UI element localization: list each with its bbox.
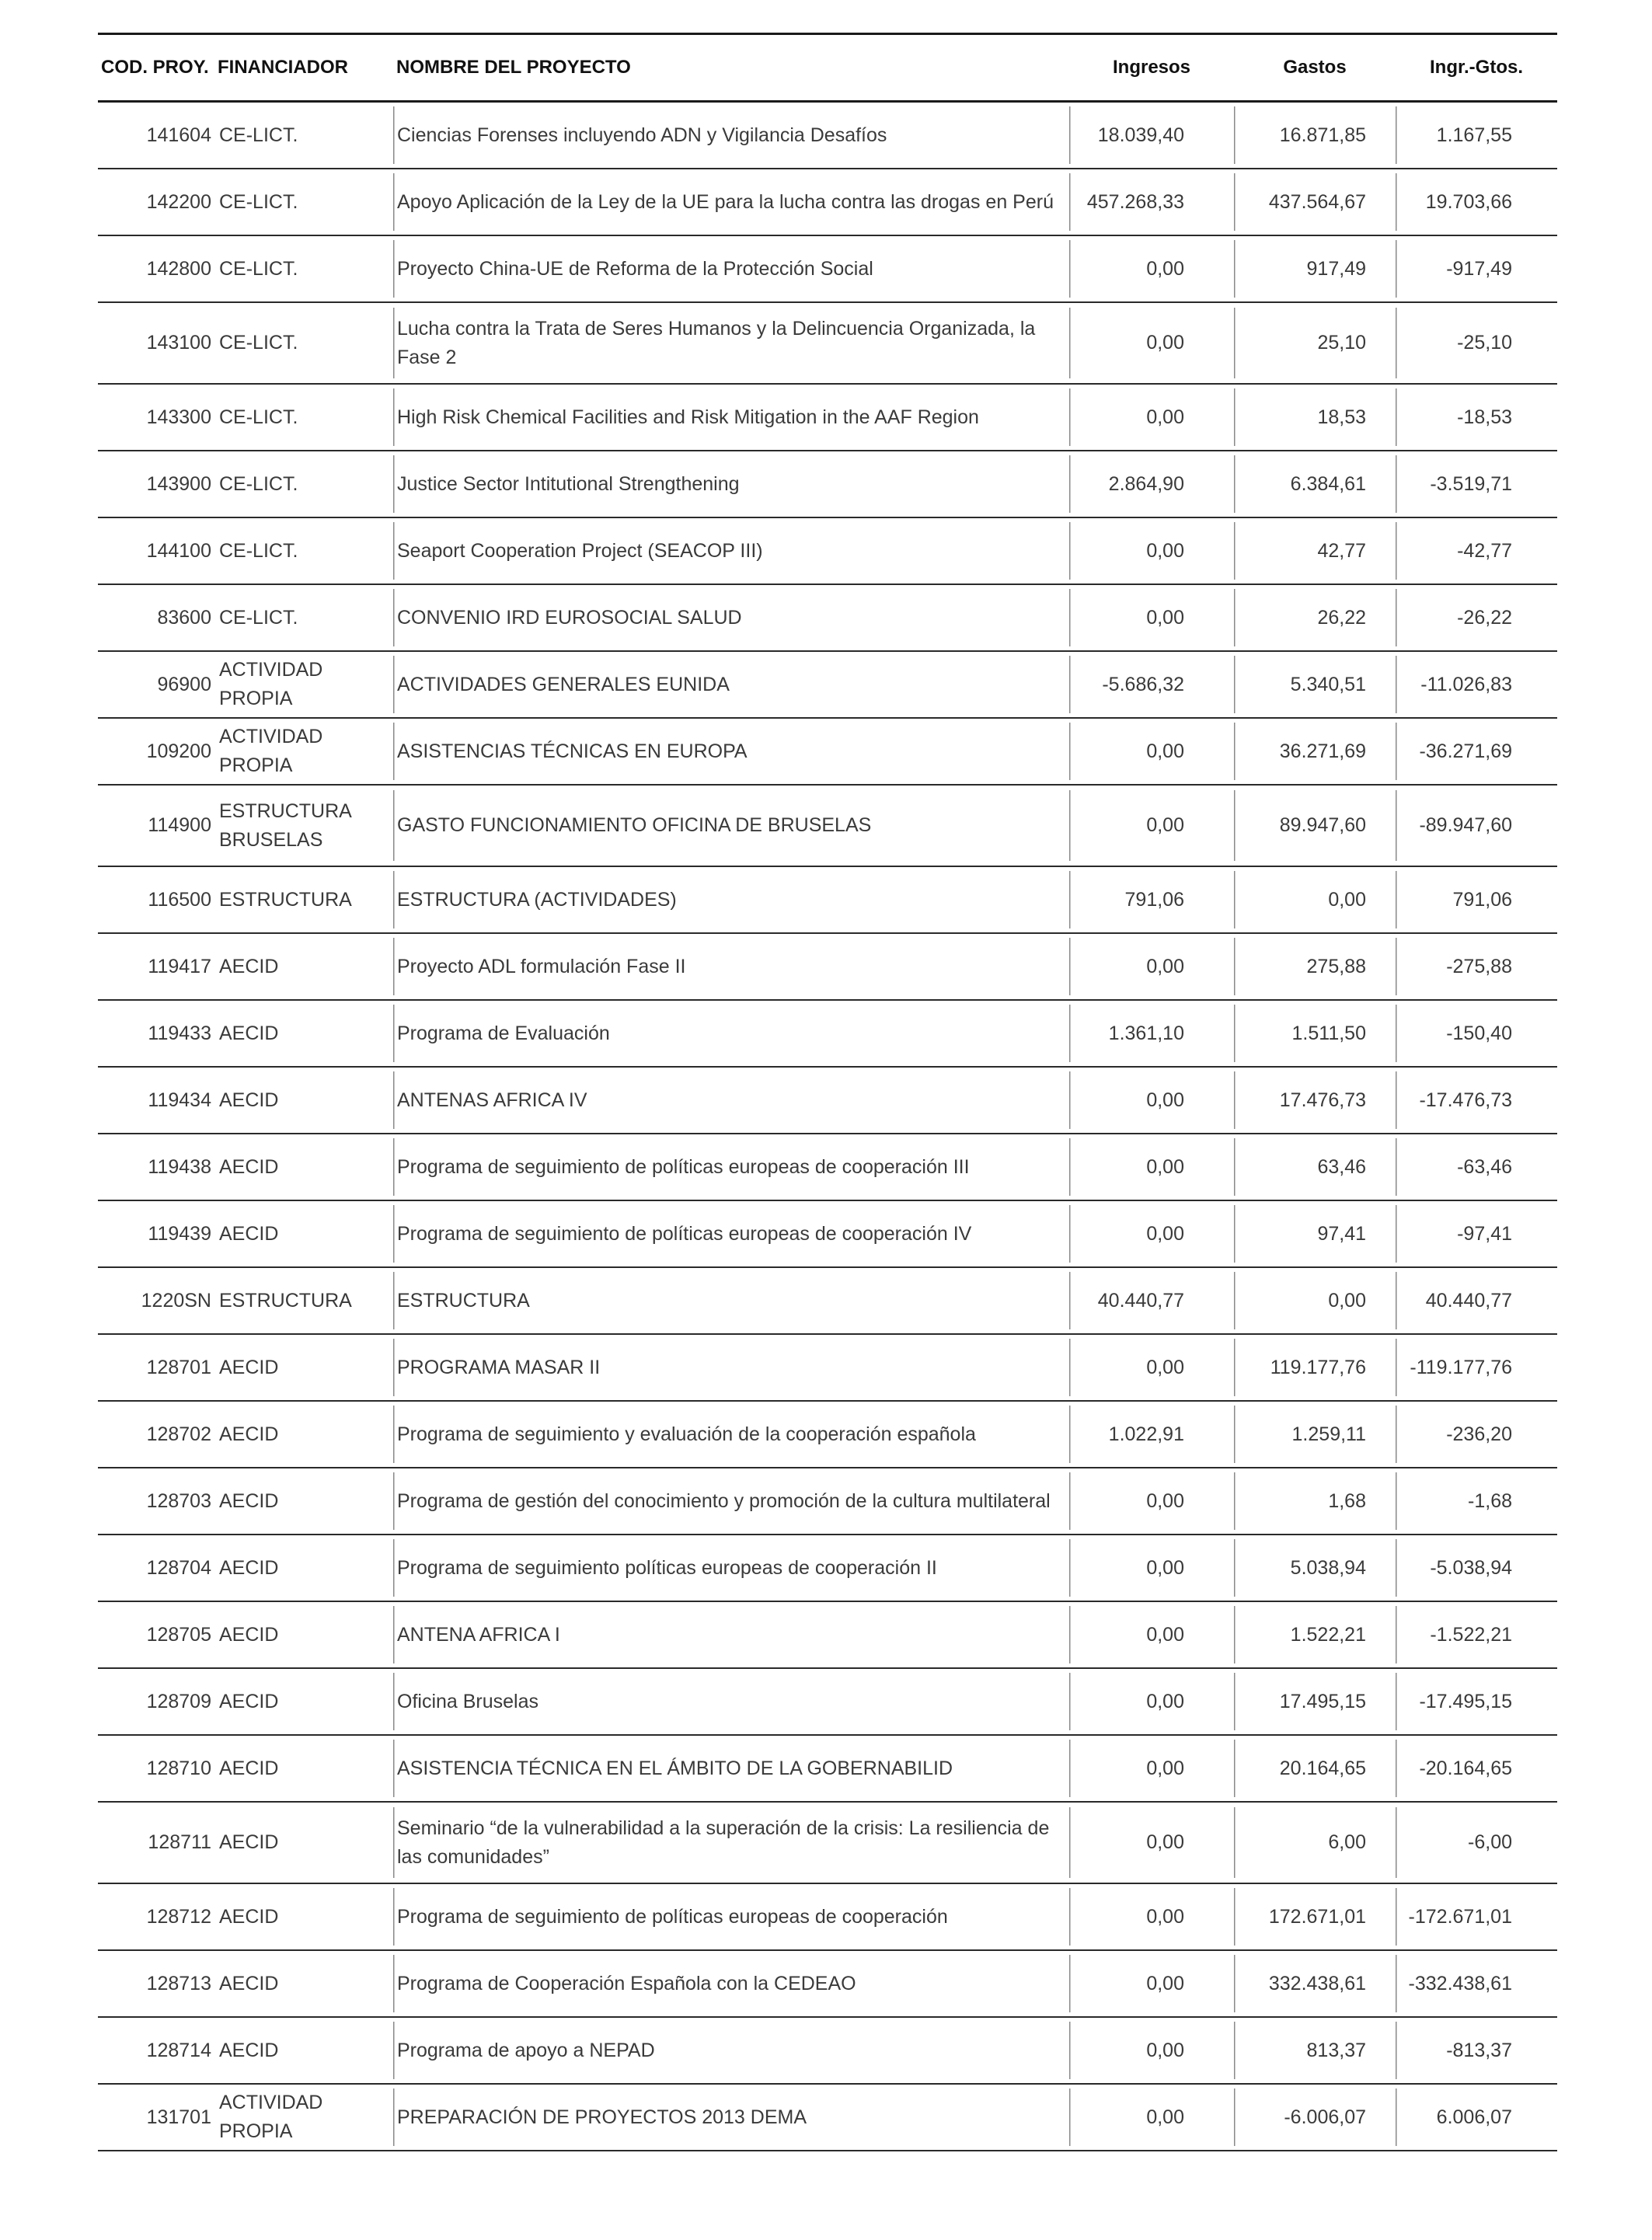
cell-funder: AECID: [214, 1134, 393, 1200]
cell-expenses: 16.871,85: [1234, 102, 1396, 169]
cell-code: 128712: [98, 1883, 214, 1950]
cell-project-name: Programa de seguimiento de políticas europeas de cooperación IV: [393, 1200, 1069, 1267]
cell-difference: 1.167,55: [1396, 102, 1557, 169]
cell-income: 0,00: [1069, 2017, 1234, 2084]
cell-difference: -63,46: [1396, 1134, 1557, 1200]
cell-project-name: PROGRAMA MASAR II: [393, 1334, 1069, 1401]
cell-expenses: 17.476,73: [1234, 1067, 1396, 1134]
cell-funder: CE-LICT.: [214, 102, 393, 169]
cell-expenses: 63,46: [1234, 1134, 1396, 1200]
cell-funder: AECID: [214, 1334, 393, 1401]
project-table-container: [98, 33, 1557, 2151]
cell-income: 0,00: [1069, 1950, 1234, 2017]
cell-funder: AECID: [214, 1735, 393, 1802]
cell-income: 0,00: [1069, 1334, 1234, 1401]
cell-income: 1.361,10: [1069, 1000, 1234, 1067]
cell-code: 128711: [98, 1802, 214, 1883]
cell-funder: CE-LICT.: [214, 451, 393, 517]
cell-difference: -17.476,73: [1396, 1067, 1557, 1134]
cell-income: 0,00: [1069, 785, 1234, 866]
cell-project-name: Programa de gestión del conocimiento y promoción de la cultura multilateral: [393, 1468, 1069, 1535]
cell-project-name: PREPARACIÓN DE PROYECTOS 2013 DEMA: [393, 2084, 1069, 2151]
cell-difference: -89.947,60: [1396, 785, 1557, 866]
cell-difference: -813,37: [1396, 2017, 1557, 2084]
cell-project-name: Programa de apoyo a NEPAD: [393, 2017, 1069, 2084]
cell-code: 96900: [98, 651, 214, 718]
cell-income: 0,00: [1069, 517, 1234, 584]
table-row: [98, 1883, 1557, 1950]
table-row: [98, 2084, 1557, 2151]
header-code: COD. PROY.: [98, 34, 214, 102]
cell-expenses: 1.259,11: [1234, 1401, 1396, 1468]
cell-project-name: GASTO FUNCIONAMIENTO OFICINA DE BRUSELAS: [393, 785, 1069, 866]
cell-income: 0,00: [1069, 235, 1234, 302]
cell-code: 119417: [98, 933, 214, 1000]
cell-funder: AECID: [214, 2017, 393, 2084]
cell-funder: AECID: [214, 1668, 393, 1735]
table-row: [98, 235, 1557, 302]
cell-income: 0,00: [1069, 1883, 1234, 1950]
cell-difference: -172.671,01: [1396, 1883, 1557, 1950]
cell-funder: AECID: [214, 1067, 393, 1134]
table-row: [98, 1334, 1557, 1401]
cell-project-name: Apoyo Aplicación de la Ley de la UE para la lucha contra las drogas en Perú: [393, 169, 1069, 235]
cell-funder: AECID: [214, 1601, 393, 1668]
cell-difference: -917,49: [1396, 235, 1557, 302]
cell-difference: -17.495,15: [1396, 1668, 1557, 1735]
cell-difference: -236,20: [1396, 1401, 1557, 1468]
cell-funder: AECID: [214, 1802, 393, 1883]
cell-difference: -1,68: [1396, 1468, 1557, 1535]
table-row: [98, 584, 1557, 651]
cell-funder: ESTRUCTURA: [214, 866, 393, 933]
cell-income: 2.864,90: [1069, 451, 1234, 517]
cell-project-name: Ciencias Forenses incluyendo ADN y Vigilancia Desafíos: [393, 102, 1069, 169]
cell-project-name: Oficina Bruselas: [393, 1668, 1069, 1735]
cell-difference: -18,53: [1396, 384, 1557, 451]
cell-project-name: ESTRUCTURA (ACTIVIDADES): [393, 866, 1069, 933]
cell-expenses: 813,37: [1234, 2017, 1396, 2084]
cell-expenses: 36.271,69: [1234, 718, 1396, 785]
header-row: [98, 34, 1557, 102]
cell-income: 0,00: [1069, 384, 1234, 451]
cell-difference: -275,88: [1396, 933, 1557, 1000]
cell-difference: 40.440,77: [1396, 1267, 1557, 1334]
cell-code: 131701: [98, 2084, 214, 2151]
cell-expenses: 437.564,67: [1234, 169, 1396, 235]
cell-funder: AECID: [214, 1200, 393, 1267]
cell-difference: -119.177,76: [1396, 1334, 1557, 1401]
cell-expenses: 119.177,76: [1234, 1334, 1396, 1401]
cell-project-name: ANTENA AFRICA I: [393, 1601, 1069, 1668]
table-row: [98, 517, 1557, 584]
table-row: [98, 718, 1557, 785]
cell-code: 114900: [98, 785, 214, 866]
cell-expenses: 1.511,50: [1234, 1000, 1396, 1067]
cell-code: 128714: [98, 2017, 214, 2084]
cell-difference: 6.006,07: [1396, 2084, 1557, 2151]
cell-project-name: Programa de seguimiento y evaluación de la cooperación española: [393, 1401, 1069, 1468]
table-row: [98, 1601, 1557, 1668]
cell-project-name: Lucha contra la Trata de Seres Humanos y la Delincuencia Organizada, la Fase 2: [393, 302, 1069, 384]
table-row: [98, 302, 1557, 384]
table-row: [98, 1067, 1557, 1134]
cell-code: 142200: [98, 169, 214, 235]
cell-income: 0,00: [1069, 1468, 1234, 1535]
cell-funder: ESTRUCTURA: [214, 1267, 393, 1334]
cell-income: 0,00: [1069, 933, 1234, 1000]
cell-income: 457.268,33: [1069, 169, 1234, 235]
cell-income: 791,06: [1069, 866, 1234, 933]
cell-expenses: 0,00: [1234, 1267, 1396, 1334]
cell-expenses: 89.947,60: [1234, 785, 1396, 866]
cell-income: 0,00: [1069, 302, 1234, 384]
cell-project-name: Programa de Evaluación: [393, 1000, 1069, 1067]
cell-code: 128709: [98, 1668, 214, 1735]
table-row: [98, 1468, 1557, 1535]
cell-difference: 19.703,66: [1396, 169, 1557, 235]
table-header: [98, 34, 1557, 102]
cell-project-name: ASISTENCIA TÉCNICA EN EL ÁMBITO DE LA GOBERNABILID: [393, 1735, 1069, 1802]
cell-code: 128710: [98, 1735, 214, 1802]
cell-code: 119434: [98, 1067, 214, 1134]
cell-code: 116500: [98, 866, 214, 933]
table-row: [98, 1134, 1557, 1200]
cell-funder: ACTIVIDAD PROPIA: [214, 718, 393, 785]
cell-funder: AECID: [214, 1950, 393, 2017]
cell-project-name: Proyecto ADL formulación Fase II: [393, 933, 1069, 1000]
cell-expenses: 275,88: [1234, 933, 1396, 1000]
header-income: Ingresos: [1069, 34, 1234, 102]
cell-expenses: 17.495,15: [1234, 1668, 1396, 1735]
cell-funder: CE-LICT.: [214, 384, 393, 451]
table-row: [98, 651, 1557, 718]
cell-difference: -97,41: [1396, 1200, 1557, 1267]
cell-code: 1220SN: [98, 1267, 214, 1334]
cell-difference: -36.271,69: [1396, 718, 1557, 785]
cell-code: 143900: [98, 451, 214, 517]
header-expenses: Gastos: [1234, 34, 1396, 102]
cell-code: 119439: [98, 1200, 214, 1267]
cell-difference: -150,40: [1396, 1000, 1557, 1067]
cell-expenses: 332.438,61: [1234, 1950, 1396, 2017]
cell-funder: AECID: [214, 1401, 393, 1468]
cell-income: 0,00: [1069, 1735, 1234, 1802]
cell-project-name: Programa de seguimiento de políticas europeas de cooperación III: [393, 1134, 1069, 1200]
cell-code: 128703: [98, 1468, 214, 1535]
table-row: [98, 169, 1557, 235]
cell-income: 0,00: [1069, 1535, 1234, 1601]
cell-project-name: ASISTENCIAS TÉCNICAS EN EUROPA: [393, 718, 1069, 785]
cell-funder: CE-LICT.: [214, 584, 393, 651]
table-row: [98, 1735, 1557, 1802]
cell-difference: -25,10: [1396, 302, 1557, 384]
cell-funder: AECID: [214, 1000, 393, 1067]
table-row: [98, 1200, 1557, 1267]
cell-income: 40.440,77: [1069, 1267, 1234, 1334]
table-row: [98, 866, 1557, 933]
cell-income: 18.039,40: [1069, 102, 1234, 169]
cell-project-name: Programa de seguimiento de políticas europeas de cooperación: [393, 1883, 1069, 1950]
cell-income: 1.022,91: [1069, 1401, 1234, 1468]
cell-income: 0,00: [1069, 2084, 1234, 2151]
cell-project-name: ACTIVIDADES GENERALES EUNIDA: [393, 651, 1069, 718]
cell-code: 109200: [98, 718, 214, 785]
table-row: [98, 384, 1557, 451]
cell-income: 0,00: [1069, 1200, 1234, 1267]
cell-code: 119438: [98, 1134, 214, 1200]
table-row: [98, 1000, 1557, 1067]
cell-project-name: Seminario “de la vulnerabilidad a la superación de la crisis: La resiliencia de las comunidades”: [393, 1802, 1069, 1883]
cell-difference: -5.038,94: [1396, 1535, 1557, 1601]
cell-project-name: ANTENAS AFRICA IV: [393, 1067, 1069, 1134]
table-row: [98, 1401, 1557, 1468]
cell-difference: -332.438,61: [1396, 1950, 1557, 2017]
cell-code: 128713: [98, 1950, 214, 2017]
cell-funder: CE-LICT.: [214, 235, 393, 302]
cell-income: 0,00: [1069, 584, 1234, 651]
cell-funder: CE-LICT.: [214, 169, 393, 235]
cell-code: 141604: [98, 102, 214, 169]
cell-code: 128704: [98, 1535, 214, 1601]
cell-income: 0,00: [1069, 1668, 1234, 1735]
cell-project-name: Proyecto China-UE de Reforma de la Protección Social: [393, 235, 1069, 302]
cell-funder: CE-LICT.: [214, 517, 393, 584]
cell-income: 0,00: [1069, 1601, 1234, 1668]
cell-difference: -20.164,65: [1396, 1735, 1557, 1802]
cell-expenses: 1.522,21: [1234, 1601, 1396, 1668]
cell-funder: AECID: [214, 1883, 393, 1950]
cell-difference: 791,06: [1396, 866, 1557, 933]
cell-difference: -11.026,83: [1396, 651, 1557, 718]
cell-code: 128702: [98, 1401, 214, 1468]
cell-expenses: 917,49: [1234, 235, 1396, 302]
cell-code: 128705: [98, 1601, 214, 1668]
cell-code: 142800: [98, 235, 214, 302]
cell-project-name: Justice Sector Intitutional Strengthening: [393, 451, 1069, 517]
cell-project-name: Seaport Cooperation Project (SEACOP III): [393, 517, 1069, 584]
cell-difference: -26,22: [1396, 584, 1557, 651]
cell-expenses: 6.384,61: [1234, 451, 1396, 517]
table-row: [98, 785, 1557, 866]
cell-funder: CE-LICT.: [214, 302, 393, 384]
cell-expenses: 42,77: [1234, 517, 1396, 584]
cell-project-name: Programa de Cooperación Española con la CEDEAO: [393, 1950, 1069, 2017]
cell-expenses: 97,41: [1234, 1200, 1396, 1267]
cell-income: 0,00: [1069, 1802, 1234, 1883]
cell-expenses: 172.671,01: [1234, 1883, 1396, 1950]
header-difference: Ingr.-Gtos.: [1396, 34, 1557, 102]
table-body: [98, 102, 1557, 2151]
cell-funder: AECID: [214, 1468, 393, 1535]
cell-project-name: High Risk Chemical Facilities and Risk Mitigation in the AAF Region: [393, 384, 1069, 451]
cell-expenses: 20.164,65: [1234, 1735, 1396, 1802]
table-row: [98, 2017, 1557, 2084]
cell-expenses: 5.038,94: [1234, 1535, 1396, 1601]
cell-funder: ESTRUCTURA BRUSELAS: [214, 785, 393, 866]
cell-income: 0,00: [1069, 1134, 1234, 1200]
table-row: [98, 1802, 1557, 1883]
cell-project-name: Programa de seguimiento políticas europeas de cooperación II: [393, 1535, 1069, 1601]
cell-funder: AECID: [214, 933, 393, 1000]
cell-code: 143100: [98, 302, 214, 384]
cell-funder: AECID: [214, 1535, 393, 1601]
cell-expenses: 25,10: [1234, 302, 1396, 384]
cell-expenses: 6,00: [1234, 1802, 1396, 1883]
table-row: [98, 451, 1557, 517]
cell-difference: -42,77: [1396, 517, 1557, 584]
cell-expenses: 26,22: [1234, 584, 1396, 651]
header-project-name: NOMBRE DEL PROYECTO: [393, 34, 1069, 102]
cell-difference: -1.522,21: [1396, 1601, 1557, 1668]
cell-project-name: ESTRUCTURA: [393, 1267, 1069, 1334]
project-table: [98, 33, 1557, 2151]
cell-income: 0,00: [1069, 1067, 1234, 1134]
cell-difference: -6,00: [1396, 1802, 1557, 1883]
header-funder: FINANCIADOR: [214, 34, 393, 102]
cell-funder: ACTIVIDAD PROPIA: [214, 651, 393, 718]
cell-project-name: CONVENIO IRD EUROSOCIAL SALUD: [393, 584, 1069, 651]
cell-expenses: -6.006,07: [1234, 2084, 1396, 2151]
table-row: [98, 1668, 1557, 1735]
cell-code: 128701: [98, 1334, 214, 1401]
table-row: [98, 102, 1557, 169]
cell-funder: ACTIVIDAD PROPIA: [214, 2084, 393, 2151]
cell-code: 119433: [98, 1000, 214, 1067]
table-row: [98, 933, 1557, 1000]
cell-code: 144100: [98, 517, 214, 584]
cell-difference: -3.519,71: [1396, 451, 1557, 517]
table-row: [98, 1535, 1557, 1601]
cell-code: 143300: [98, 384, 214, 451]
cell-code: 83600: [98, 584, 214, 651]
table-row: [98, 1950, 1557, 2017]
cell-expenses: 0,00: [1234, 866, 1396, 933]
table-row: [98, 1267, 1557, 1334]
cell-expenses: 1,68: [1234, 1468, 1396, 1535]
cell-income: -5.686,32: [1069, 651, 1234, 718]
cell-income: 0,00: [1069, 718, 1234, 785]
cell-expenses: 18,53: [1234, 384, 1396, 451]
cell-expenses: 5.340,51: [1234, 651, 1396, 718]
